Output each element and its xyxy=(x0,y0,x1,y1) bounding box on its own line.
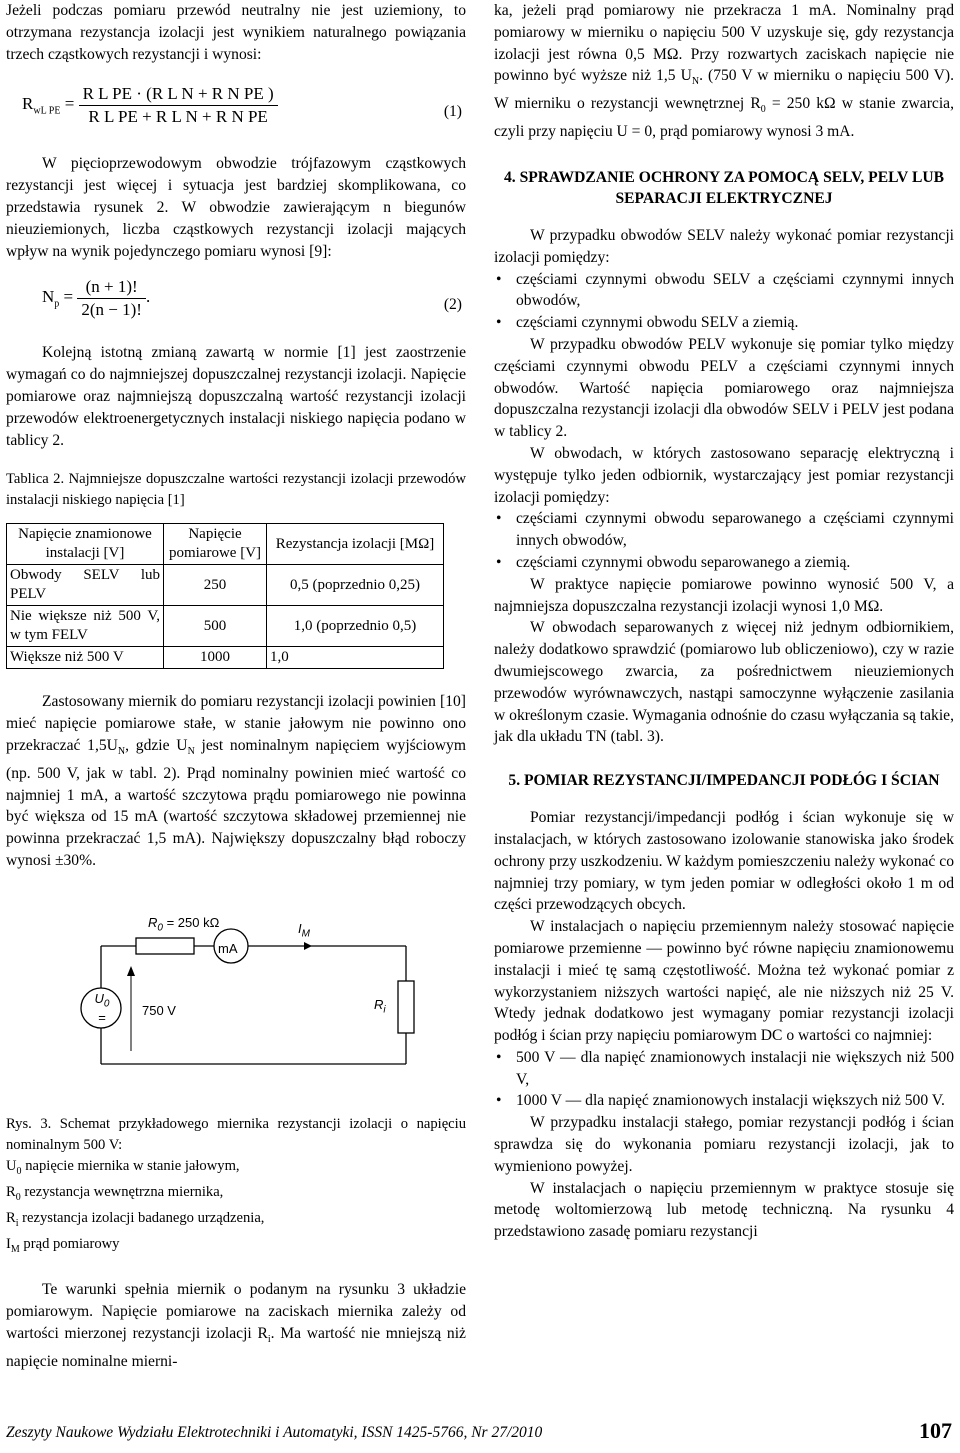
table-cell: 250 xyxy=(164,565,267,606)
journal-footer: Zeszyty Naukowe Wydziału Elektrotechniki i Automatyki, ISSN 1425-5766, Nr 27/2010 xyxy=(6,1424,543,1441)
label-text: prąd pomiarowy xyxy=(19,1235,120,1252)
eq2-numerator: (n + 1)! xyxy=(77,276,146,299)
list-item: • częściami czynnymi obwodu separowanego a częściami czynnymi innych obwodów, xyxy=(516,508,954,552)
eq2-fraction xyxy=(77,276,146,321)
caption-line xyxy=(6,1182,466,1208)
table-row xyxy=(7,606,444,647)
eq1-number: (1) xyxy=(443,103,462,121)
table-row xyxy=(7,647,444,669)
paragraph: W przypadku instalacji stałego, pomiar rezystancji podłóg i ścian sprawdza się do wykonania pomiaru rezystancji izolacji, jak to wymieniono powyżej. xyxy=(494,1114,954,1175)
caption-line: Rys. 3. Schemat przykładowego miernika rezystancji izolacji o napięciu nominalnym 500 V: xyxy=(6,1115,466,1153)
subscript: M xyxy=(10,1243,20,1255)
circuit-diagram xyxy=(76,886,446,1096)
eq1-equals: = xyxy=(64,94,75,114)
paragraph xyxy=(6,691,466,871)
table-cell: 1,0 xyxy=(267,647,444,669)
subscript: 0 xyxy=(15,1191,21,1203)
paragraph: Kolejną istotną zmianą zawartą w normie [1] jest zaostrzenie wymagań co do najmniejszej dopuszczalnej rezystancji izolacji. Napięcie pomiarowe oraz najmniejszą dopuszczalną wartość rezystancji izolacji przewodów elektroenergetycznych instalacji niskiego napięcia podano w tablicy 2. xyxy=(6,344,466,449)
label-text: U xyxy=(94,990,104,1006)
subscript: N xyxy=(117,746,126,758)
label-text: rezystancja wewnętrzna miernika, xyxy=(20,1183,224,1200)
im-label xyxy=(298,918,310,945)
eq2-denominator: 2(n − 1)! xyxy=(81,300,142,320)
figure-caption xyxy=(6,1114,466,1260)
subscript: 0 xyxy=(16,1165,22,1177)
subscript: N xyxy=(187,746,195,758)
eq2-lhs-sub: p xyxy=(54,298,60,310)
caption-line xyxy=(6,1156,466,1182)
figure-3-circuit xyxy=(76,886,446,1096)
subscript: i xyxy=(267,1334,271,1346)
eq1-numerator: R L PE · (R L N + R N PE ) xyxy=(79,83,278,106)
list-item: • częściami czynnymi obwodu separowanego a ziemią. xyxy=(516,552,954,574)
equation-1 xyxy=(6,65,466,153)
paragraph: W przypadku obwodów SELV należy wykonać pomiar rezystancji izolacji pomiędzy: xyxy=(494,227,954,266)
table-2 xyxy=(6,523,444,669)
subscript: M xyxy=(301,928,310,940)
text-span: ka, jeżeli prąd pomiarowy nie przekracza 1 mA. Nominalny prąd pomiarowy w mierniku o napięciu 500 V uzyskuje się, gdy rezystancja izolacji jest równa 0,5 MΩ. Przy rozwartych zaciskach napięcie nie powinno być wyższe niż 1,5 U xyxy=(494,2,954,85)
subscript: 0 xyxy=(760,104,766,116)
paragraph xyxy=(494,0,954,143)
bullet-list xyxy=(494,508,954,573)
subscript: i xyxy=(15,1217,19,1229)
label-text: R xyxy=(374,996,384,1012)
paragraph: W instalacjach o napięciu przemiennym w praktyce stosuje się metodę woltomierzową lub metodę techniczną. Na rysunku 4 przedstawiono zasadę pomiaru rezystancji xyxy=(494,1179,954,1241)
label-text: napięcie miernika w stanie jałowym, xyxy=(21,1157,240,1174)
paragraph: W pięcioprzewodowym obwodzie trójfazowym cząstkowych rezystancji jest więcej i sytuacja jest bardziej skomplikowana, co przedstawia rysunek 2. W obwodzie zawierającym n biegunów nieuziemionych, liczba cząstkowych rezystancji izolacji mających wpływ na wynik pojedynczego pomiaru wynosi [9]: xyxy=(6,155,466,260)
eq2-number: (2) xyxy=(443,296,462,314)
caption-line xyxy=(6,1234,466,1260)
list-item: • częściami czynnymi obwodu SELV a częściami czynnymi innych obwodów, xyxy=(516,269,954,313)
table-header-cell: Napięcie pomiarowe [V] xyxy=(164,524,267,565)
caption-line xyxy=(6,1208,466,1234)
table-row xyxy=(7,565,444,606)
subscript: N xyxy=(691,76,700,88)
eq1-lhs: R xyxy=(22,94,34,114)
section-heading-5: 5. POMIAR REZYSTANCJI/IMPEDANCJI PODŁÓG I ŚCIAN xyxy=(508,772,940,790)
table-header-cell: Rezystancja izolacji [MΩ] xyxy=(267,524,444,565)
label-text: U xyxy=(6,1157,17,1174)
eq1-denominator: R L PE + R L N + R N PE xyxy=(88,107,268,127)
paragraph: W obwodach, w których zastosowano separację elektryczną i występuje tylko jeden odbiornik, wystarczający jest pomiar rezystancji izolacji pomiędzy: xyxy=(494,444,954,506)
label-text: R xyxy=(148,914,158,930)
eq2-equals: = xyxy=(63,287,74,307)
paragraph: W instalacjach o napięciu przemiennym należy stosować napięcie pomiarowe przemienne — powinno być równe napięciu znamionowemu instalacji i mieć tę samą częstotliwość. Można też wykonać pomiar z wykorzystaniem niższych wartości napięć, ale nie niższych niż 25 V. Wtedy jednak dodatkowo jest wymagany pomiar rezystancji izolacji podłóg i ścian przy napięciu pomiarowym DC o wartości co najmniej: xyxy=(494,918,954,1045)
label-text: I xyxy=(298,920,302,936)
subscript: 0 xyxy=(157,922,163,934)
table-cell: Większe niż 500 V xyxy=(7,647,164,669)
subscript: i xyxy=(383,1004,386,1016)
resistor-r0 xyxy=(136,938,194,954)
resistor-ri xyxy=(398,981,414,1033)
r0-label xyxy=(148,912,219,939)
table-header-row xyxy=(7,524,444,565)
ri-label xyxy=(374,994,386,1021)
bullet-list xyxy=(494,1047,954,1112)
equation-2 xyxy=(6,262,466,342)
table-cell: Obwody SELV lub PELV xyxy=(7,565,164,606)
paragraph: W przypadku obwodów PELV wykonuje się pomiar tylko między częściami czynnymi obwodu PELV a częściami czynnymi innych obwodów. Wartość napięcia pomiarowego oraz najmniejsza dopuszczalna rezystancji izolacji dla obwodów SELV i PELV jest podana w tablicy 2. xyxy=(494,335,954,441)
table-cell: 1,0 (poprzednio 0,5) xyxy=(267,606,444,647)
bullet-list xyxy=(494,269,954,334)
subscript: 0 xyxy=(103,998,110,1010)
table-header-cell: Napięcie znamionowe instalacji [V] xyxy=(7,524,164,565)
text-span: . Ma wartość nie mniejszą niż napięcie nominalne mierni- xyxy=(6,1325,466,1370)
paragraph: W praktyce napięcie pomiarowe powinno wynosić 500 V, a najmniejsza dopuszczalna rezystancji izolacji wynosi 1,0 MΩ. xyxy=(494,575,954,615)
paragraph: Jeżeli podczas pomiaru przewód neutralny nie jest uziemiony, to otrzymana rezystancja izolacji jest wynikiem naturalnego powiązania trzech cząstkowych rezystancji i wynosi: xyxy=(6,2,466,63)
left-column xyxy=(6,0,466,1373)
text-span: jest nominalnym napięciem wyjściowym (np. 500 V, jak w tabl. 2). Prąd nominalny powinien mieć wartość co najmniej 1 mA, a wartość szczytowa prądu pomiarowego nie powinna być większa od 15 mA (wartość szczytowa składowej przemiennej nie powinna przekraczać 1,5 mA). Największy dopuszczalny błąd roboczy wynosi ±30%. xyxy=(6,736,466,870)
paragraph xyxy=(6,1279,466,1372)
list-item: • częściami czynnymi obwodu SELV a ziemią. xyxy=(516,312,954,334)
page-number: 107 xyxy=(919,1418,952,1443)
label-text: rezystancja izolacji badanego urządzenia, xyxy=(18,1209,265,1226)
text-span: = 250 kΩ w stanie zwarcia, czyli przy napięciu U = 0, prąd pomiarowy wynosi 3 mA. xyxy=(494,95,954,141)
paragraph: W obwodach separowanych z więcej niż jednym odbiornikiem, należy dodatkowo sprawdzić (pomiarowo lub obliczeniowo), czy w razie dwumiejscowego zwarcia, za pośrednictwem nieuziemionych przewodów wyrównawczych, nastąpi samoczynne wyłączenie zasilania w określonym czasie. Wymagania odnośnie do czasu wyłączania są takie, jak dla układu TN (tabl. 3). xyxy=(494,619,954,746)
text-span: , gdzie U xyxy=(125,736,188,754)
table-caption: Tablica 2. Najmniejsze dopuszczalne wartości rezystancji izolacji przewodów instalacji niskiego napięcia [1] xyxy=(6,471,466,509)
table-cell: Nie większe niż 500 V, w tym FELV xyxy=(7,606,164,647)
table-cell: 1000 xyxy=(164,647,267,669)
label-text: I xyxy=(6,1235,11,1252)
eq1-lhs-sub: wL PE xyxy=(33,105,61,117)
label-text: R xyxy=(6,1183,16,1200)
voltage-label: 750 V xyxy=(142,1002,176,1018)
u0-label xyxy=(89,992,115,1026)
label-text: R xyxy=(6,1209,16,1226)
list-item: • 1000 V — dla napięć znamionowych instalacji większych niż 500 V. xyxy=(516,1090,954,1112)
list-item: • 500 V — dla napięć znamionowych instalacji nie większych niż 500 V, xyxy=(516,1047,954,1091)
text-span: Zastosowany miernik do pomiaru rezystancji izolacji powinien [10] mieć napięcie pomiarowe stałe, w stanie jałowym nie powinno ono przekraczać 1,5U xyxy=(6,693,466,754)
eq1-fraction xyxy=(79,83,278,128)
label-text: = xyxy=(98,1010,106,1026)
text-span: Te warunki spełnia miernik o podanym na rysunku 3 układzie pomiarowym. Napięcie pomiarowe na zaciskach miernika zależy od wartości mierzonej rezystancji izolacji R xyxy=(6,1281,466,1343)
right-column xyxy=(494,0,954,1243)
table-cell: 0,5 (poprzednio 0,25) xyxy=(267,565,444,606)
ammeter-label: mA xyxy=(218,940,238,956)
eq2-lhs: N xyxy=(42,287,55,307)
section-heading-4: 4. SPRAWDZANIE OCHRONY ZA POMOCĄ SELV, PELV LUB SEPARACJI ELEKTRYCZNEJ xyxy=(503,169,945,207)
eq2-dot: . xyxy=(145,287,151,307)
paragraph: Pomiar rezystancji/impedancji podłóg i ścian wykonuje się w instalacjach, w których zastosowano izolowanie stanowiska jako środek ochrony przy uszkodzeniu. W każdym pomieszczeniu należy wykonać co najmniej trzy pomiary, w tym jeden pomiar w odległości około 1 m od części przewodzących obcych. xyxy=(494,809,954,914)
text-span: . (750 V w mierniku o napięciu 500 V). W mierniku o rezystancji wewnętrznej R xyxy=(494,67,955,113)
table-cell: 500 xyxy=(164,606,267,647)
label-text: = 250 kΩ xyxy=(162,914,220,930)
